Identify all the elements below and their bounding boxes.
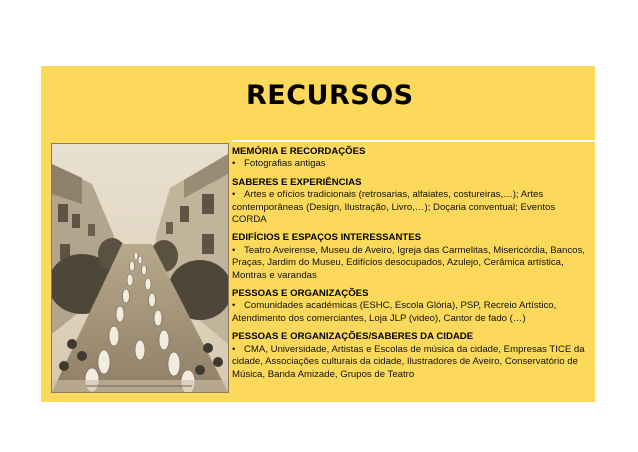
section-text: Fotografias antigas [244,158,326,170]
section-text: Comunidades académicas (ESHC, Escola Glória), PSP, Recreio Artístico, Atendimento dos comerciantes, Loja JLP (video), Cantor de fado (…) [232,300,557,324]
section-item [232,158,592,170]
historic-photo [51,143,229,393]
section-heading: SABERES E EXPERIÊNCIAS [232,176,362,188]
resources-content [232,146,592,387]
section-item [232,344,592,381]
section-pessoas-saberes [232,331,592,381]
bullet-icon: • [232,189,236,201]
section-item [232,245,592,282]
section-heading: PESSOAS E ORGANIZAÇÕES/SABERES DA CIDADE [232,331,474,343]
title-divider [232,140,595,142]
bullet-icon: • [232,300,236,312]
section-edificios [232,232,592,282]
section-saberes [232,177,592,227]
section-heading: PESSOAS E ORGANIZAÇÕES [232,288,369,300]
section-text: CMA, Universidade, Artistas e Escolas de música da cidade, Empresas TICE da cidade, Associações culturais da cidade, Ilustradores de Aveiro, Conservatório de Música, Banda Amizade, Grupos de Teatro [232,343,585,380]
bullet-icon: • [232,343,236,355]
bullet-icon: • [232,158,236,170]
section-heading: MEMÓRIA E RECORDAÇÕES [232,146,366,157]
section-text: Artes e ofícios tradicionais (retrosarias, alfaiates, costureiras,…); Artes contemporâneas (Design, Ilustração, Livro,…); Doçaria conventual; Eventos CORDA [232,189,556,226]
slide-title: RECURSOS [246,80,414,111]
section-pessoas [232,288,592,325]
section-heading: EDIFÍCIOS E ESPAÇOS INTERESSANTES [232,232,422,244]
section-item [232,300,592,325]
street-procession-illustration [52,144,228,392]
section-text: Teatro Aveirense, Museu de Aveiro, Igreja das Carmelitas, Misericórdia, Bancos, Praças, Jardim do Museu, Edifícios desocupados, Azulejo, Cerâmica artística, Montras e varandas [232,244,585,281]
section-item [232,189,592,226]
bullet-icon: • [232,244,236,256]
section-memoria [232,146,592,171]
